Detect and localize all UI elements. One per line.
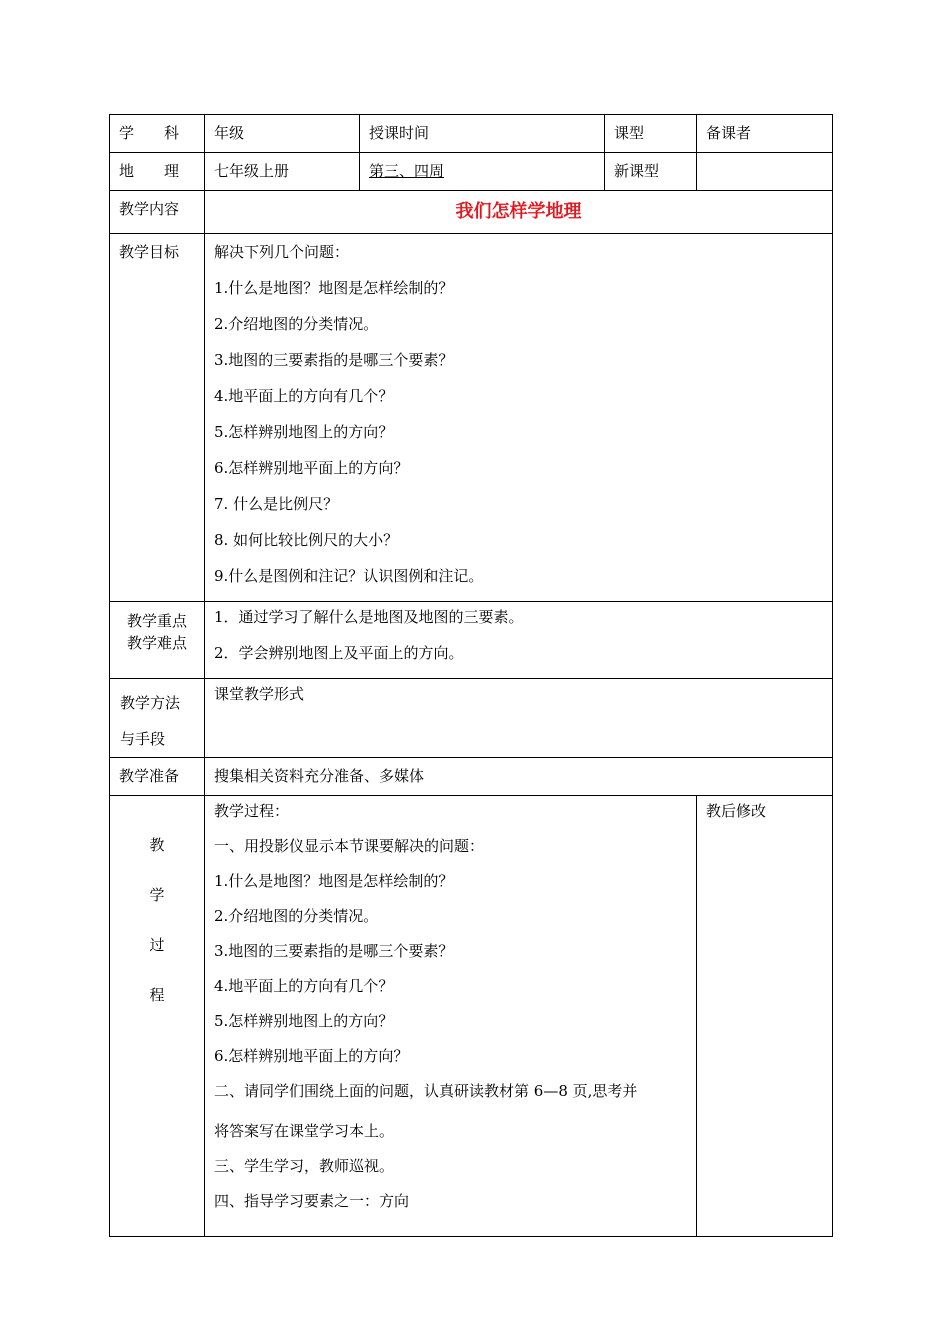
method-row: [110, 679, 833, 758]
content-title-cell: [205, 191, 833, 234]
content-row: [110, 191, 833, 234]
time-value: 第三、四周: [369, 162, 445, 180]
method-content-cell: [205, 679, 833, 758]
lesson-title: 我们怎样学地理: [455, 201, 582, 222]
header-row: [110, 115, 833, 153]
process-item: 6.怎样辨别地平面上的方向？: [214, 1047, 409, 1065]
process-item: 将答案写在课堂学习本上。: [214, 1122, 395, 1140]
goals-list: [214, 277, 823, 601]
goal-item: 6.怎样辨别地平面上的方向？: [214, 459, 409, 477]
method-value: 课堂教学形式: [214, 685, 305, 703]
subject-value: 地 理: [119, 162, 180, 180]
process-item: 2.介绍地图的分类情况。: [214, 907, 379, 925]
revise-cell: [697, 796, 833, 1237]
goal-item: 4.地平面上的方向有几个？: [214, 387, 394, 405]
time-label: 授课时间: [369, 124, 430, 142]
process-label-char: 教: [149, 836, 165, 854]
time-label-cell: [360, 115, 605, 153]
key-point-item: 2．学会辨别地图上及平面上的方向。: [214, 644, 464, 662]
prep-row: [110, 758, 833, 796]
process-label-char: 程: [149, 986, 165, 1004]
process-item: 二、请同学们围绕上面的问题，认真研读教材第 6—8 页,思考并: [214, 1082, 638, 1100]
grade-label-cell: [205, 115, 360, 153]
process-item: 1.什么是地图？地图是怎样绘制的？: [214, 872, 454, 890]
grade-value-cell: [205, 153, 360, 191]
key-point-item: 1．通过学习了解什么是地图及地图的三要素。: [214, 608, 524, 626]
process-label: [110, 796, 204, 1034]
goal-item: 3.地图的三要素指的是哪三个要素？: [214, 351, 454, 369]
process-item: 三、学生学习，教师巡视。: [214, 1157, 395, 1175]
goal-item: 9.什么是图例和注记？认识图例和注记。: [214, 567, 484, 585]
type-value-cell: [605, 153, 697, 191]
process-label-char: 过: [149, 936, 165, 954]
key-points-label: 教学重点: [126, 612, 187, 630]
method-label-cell: [110, 679, 205, 758]
process-content-cell: [205, 796, 697, 1237]
goal-item: 5.怎样辨别地图上的方向？: [214, 423, 394, 441]
content-label: 教学内容: [119, 200, 180, 218]
method-label: 教学方法: [120, 694, 181, 712]
subject-label: 学 科: [119, 124, 180, 142]
goals-label-cell: [110, 234, 205, 602]
goal-item: 8. 如何比较比例尺的大小？: [214, 531, 399, 549]
preparer-label: 备课者: [706, 124, 752, 142]
grade-label: 年级: [214, 124, 245, 142]
goal-item: 7. 什么是比例尺？: [214, 495, 339, 513]
process-item: 四、指导学习要素之一：方向: [214, 1192, 410, 1210]
process-item: 一、用投影仪显示本节课要解决的问题：: [214, 837, 485, 855]
process-item: 5.怎样辨别地图上的方向？: [214, 1012, 394, 1030]
subject-label-cell: [110, 115, 205, 153]
prep-label: 教学准备: [119, 767, 180, 785]
goal-item: 1.什么是地图？地图是怎样绘制的？: [214, 279, 454, 297]
key-points-content-cell: [205, 602, 833, 679]
process-label-char: 学: [149, 886, 165, 904]
revise-label: 教后修改: [706, 802, 767, 820]
means-label: 与手段: [120, 730, 166, 748]
goals-label: 教学目标: [119, 243, 180, 261]
type-label-cell: [605, 115, 697, 153]
goal-item: 2.介绍地图的分类情况。: [214, 315, 379, 333]
goals-content-cell: [205, 234, 833, 602]
prep-content-cell: [205, 758, 833, 796]
preparer-label-cell: [697, 115, 833, 153]
process-item: 教学过程：: [214, 802, 290, 820]
key-points-row: [110, 602, 833, 679]
preparer-value: [697, 153, 832, 160]
type-label: 课型: [614, 124, 645, 142]
lesson-plan-table: [109, 114, 833, 1237]
process-item: 3.地图的三要素指的是哪三个要素？: [214, 942, 454, 960]
process-row: [110, 796, 833, 1237]
subject-value-cell: [110, 153, 205, 191]
content-label-cell: [110, 191, 205, 234]
time-value-cell: [360, 153, 605, 191]
process-item: 4.地平面上的方向有几个？: [214, 977, 394, 995]
process-label-cell: [110, 796, 205, 1237]
prep-value: 搜集相关资料充分准备、多媒体: [214, 767, 425, 785]
goals-row: [110, 234, 833, 602]
header-values-row: [110, 153, 833, 191]
type-value: 新课型: [614, 162, 660, 180]
key-points-label-cell: [110, 602, 205, 679]
key-points-list: [214, 606, 823, 678]
preparer-value-cell: [697, 153, 833, 191]
difficult-points-label: 教学难点: [126, 634, 187, 652]
grade-value: 七年级上册: [214, 162, 290, 180]
goals-intro: 解决下列几个问题：: [214, 243, 350, 261]
prep-label-cell: [110, 758, 205, 796]
process-list: [214, 800, 687, 1225]
